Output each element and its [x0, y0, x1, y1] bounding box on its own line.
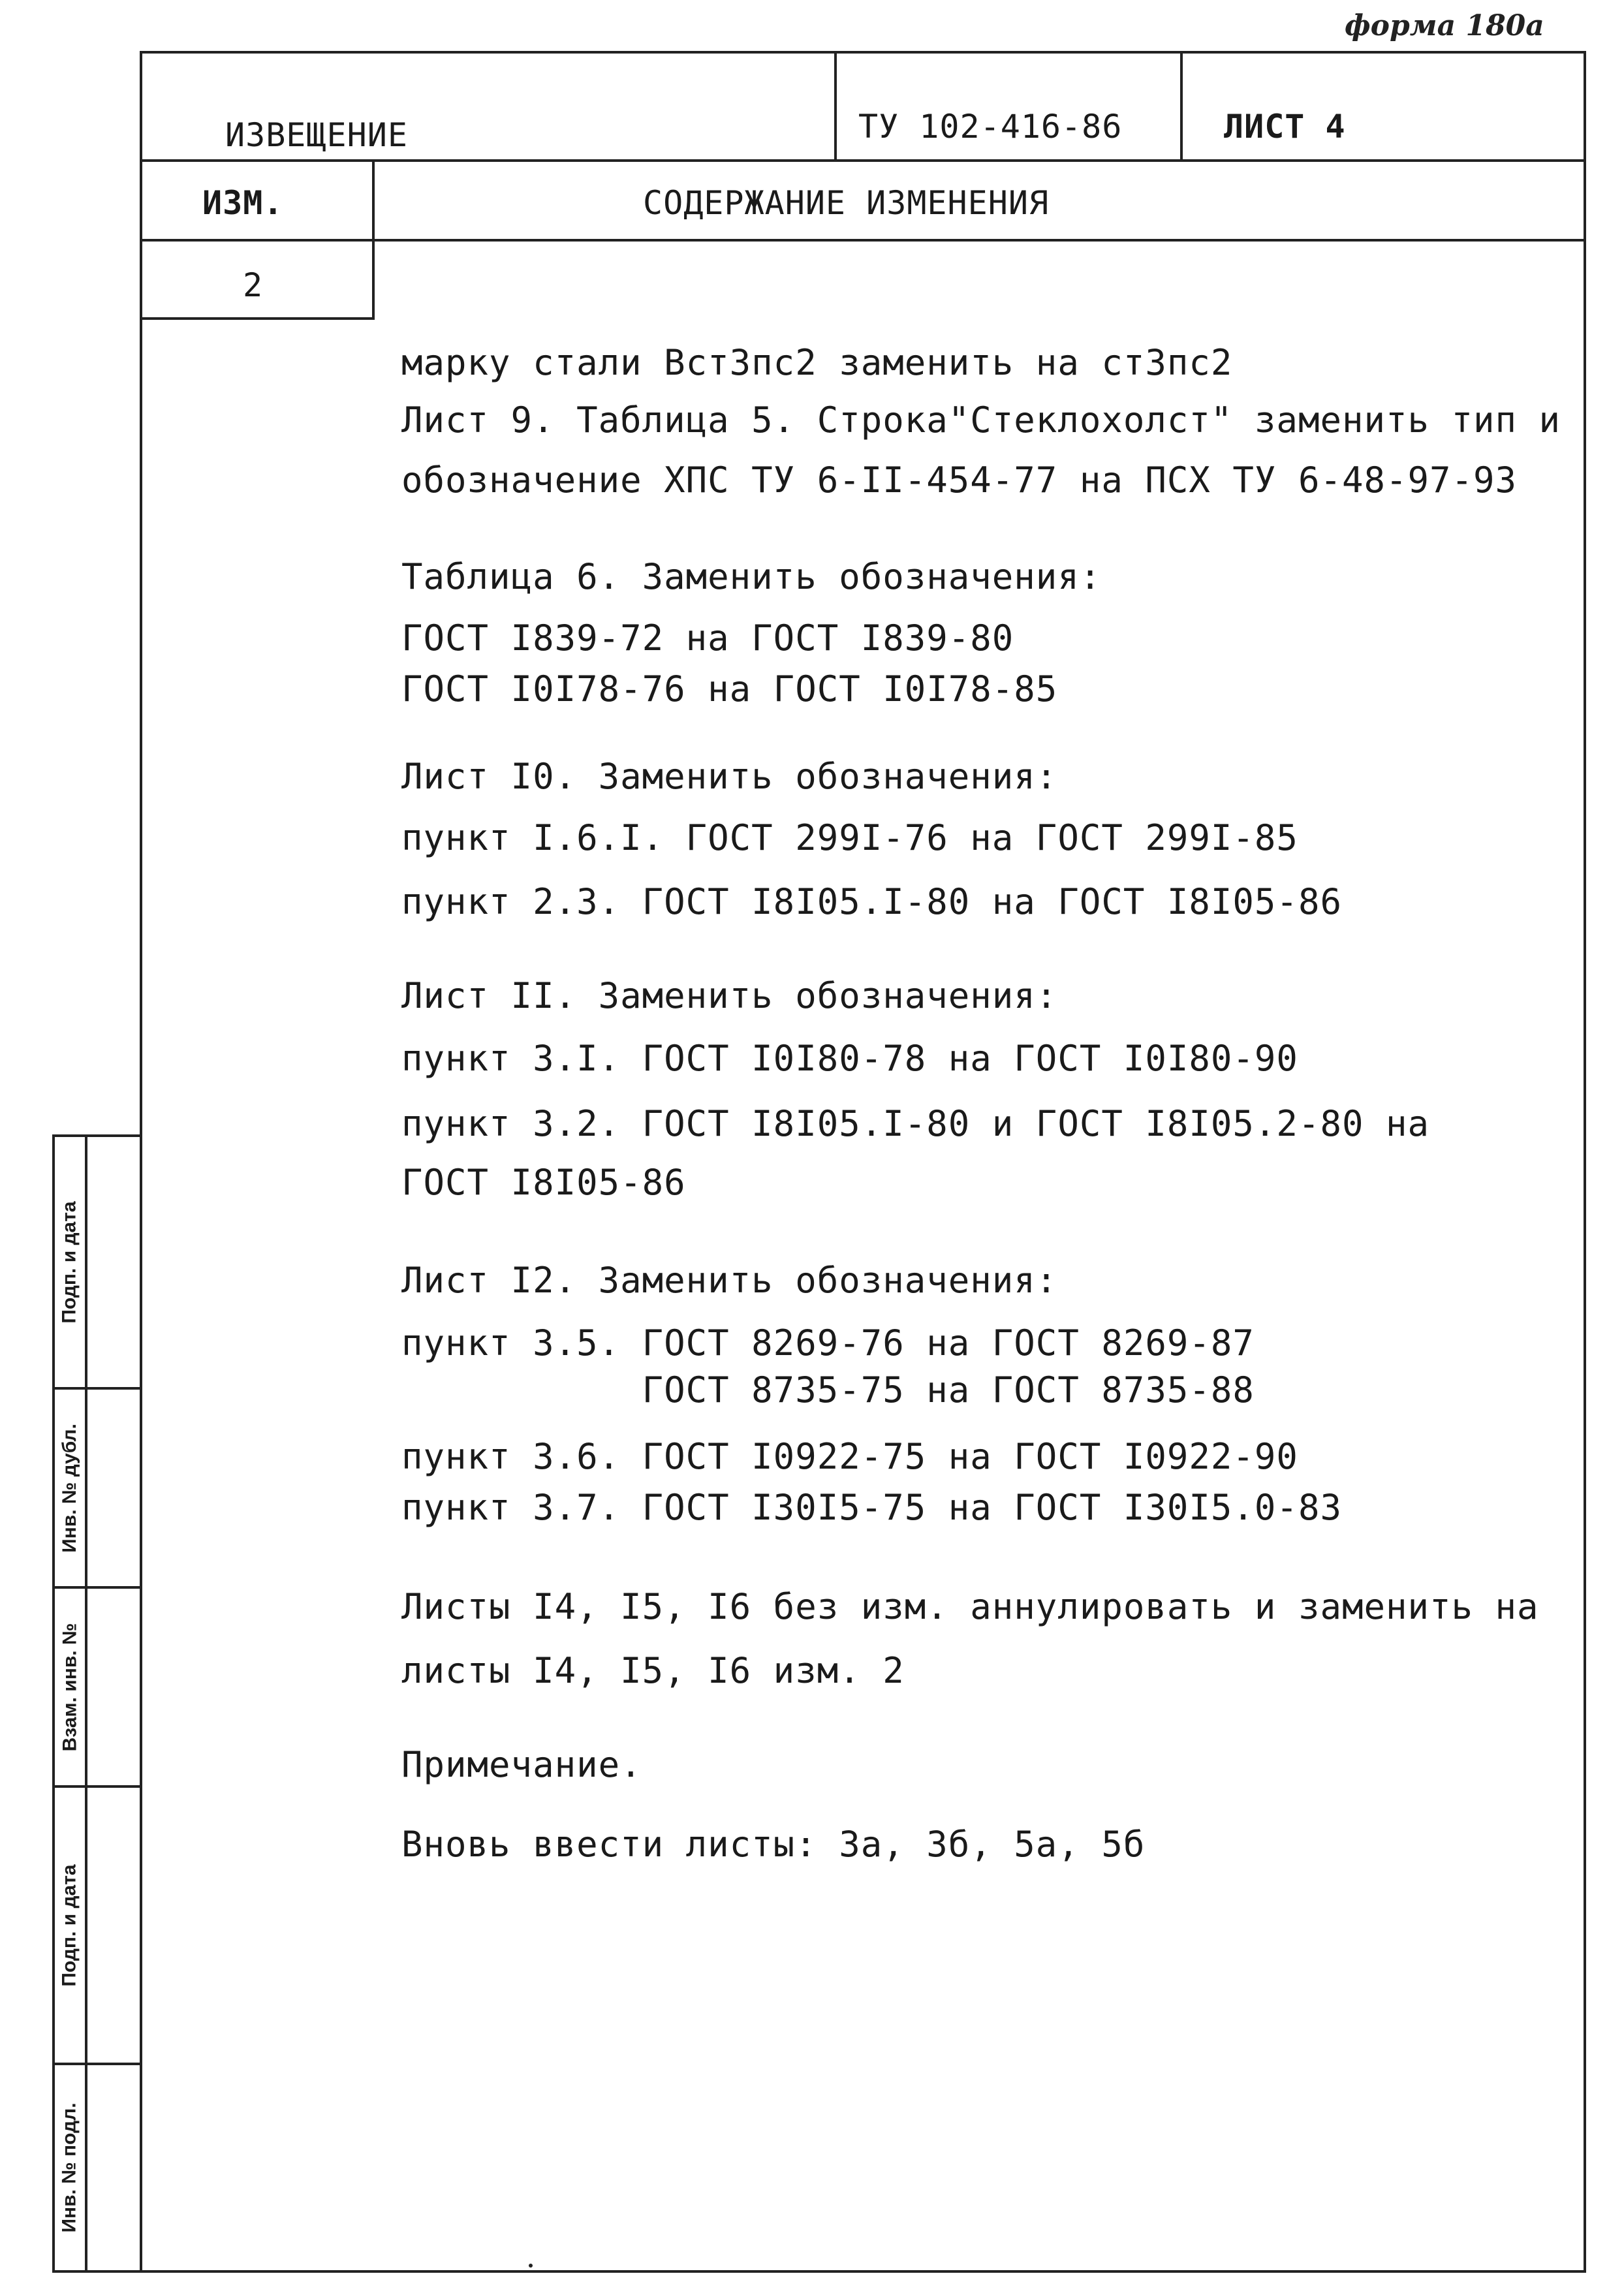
body-line: пункт 3.5. ГОСТ 8269-76 на ГОСТ 8269-87	[401, 1322, 1255, 1364]
body-line: Лист I0. Заменить обозначения:	[401, 756, 1058, 797]
side-label-signature-date-2: Подп. и дата	[59, 1864, 80, 1987]
change-col-divider	[372, 159, 375, 319]
document-frame	[140, 51, 1586, 2273]
document-code: ТУ 102-416-86	[858, 108, 1123, 146]
change-number: 2	[243, 266, 264, 304]
body-line: Примечание.	[401, 1744, 642, 1785]
notice-title: ИЗВЕЩЕНИЕ	[225, 116, 408, 154]
body-line: ГОСТ I8I05-86	[401, 1162, 686, 1203]
header-rule	[140, 159, 1586, 162]
body-line: обозначение ХПС ТУ 6-II-454-77 на ПСХ ТУ 6-48-97-93	[401, 460, 1518, 501]
header-divider-1	[834, 51, 837, 161]
scan-dot	[529, 2264, 533, 2268]
body-line: Вновь ввести листы: 3а, 3б, 5а, 5б	[401, 1824, 1146, 1865]
body-line: Лист II. Заменить обозначения:	[401, 975, 1058, 1016]
body-line: ГОСТ I839-72 на ГОСТ I839-80	[401, 617, 1014, 659]
body-line: пункт 3.7. ГОСТ I30I5-75 на ГОСТ I30I5.0-83	[401, 1487, 1342, 1528]
body-line: ГОСТ 8735-75 на ГОСТ 8735-88	[401, 1369, 1255, 1411]
body-line: пункт 3.2. ГОСТ I8I05.I-80 и ГОСТ I8I05.2-80 на	[401, 1103, 1430, 1144]
side-label-original-inventory: Инв. № подл.	[59, 2102, 80, 2233]
body-line: листы I4, I5, I6 изм. 2	[401, 1650, 905, 1691]
side-label-replacement-inventory: Взам. инв. №	[59, 1623, 81, 1751]
body-line: пункт I.6.I. ГОСТ 299I-76 на ГОСТ 299I-85	[401, 817, 1298, 858]
body-line: ГОСТ I0I78-76 на ГОСТ I0I78-85	[401, 668, 1058, 710]
body-line: Лист 9. Таблица 5. Строка"Стеклохолст" заменить тип и	[401, 399, 1561, 441]
body-line: Листы I4, I5, I6 без изм. аннулировать и заменить на	[401, 1586, 1539, 1627]
side-label-duplicate-inventory: Инв. № дубл.	[59, 1423, 80, 1553]
side-label-signature-date: Подп. и дата	[59, 1200, 80, 1324]
form-label: форма 180а	[1345, 9, 1544, 42]
body-line: пункт 3.6. ГОСТ I0922-75 на ГОСТ I0922-90	[401, 1436, 1298, 1477]
change-column-header: ИЗМ.	[202, 184, 284, 222]
body-line: пункт 3.I. ГОСТ I0I80-78 на ГОСТ I0I80-90	[401, 1038, 1298, 1079]
subheader-rule	[140, 239, 1586, 242]
body-line: Лист I2. Заменить обозначения:	[401, 1260, 1058, 1301]
body-line: Таблица 6. Заменить обозначения:	[401, 556, 1102, 597]
change-cell-bottom	[140, 317, 375, 320]
content-column-header: СОДЕРЖАНИЕ ИЗМЕНЕНИЯ	[643, 184, 1050, 222]
body-line: марку стали Вст3пс2 заменить на ст3пс2	[401, 342, 1233, 383]
sheet-number: ЛИСТ 4	[1224, 108, 1346, 146]
body-line: пункт 2.3. ГОСТ I8I05.I-80 на ГОСТ I8I05-86	[401, 881, 1342, 922]
header-divider-2	[1180, 51, 1183, 161]
